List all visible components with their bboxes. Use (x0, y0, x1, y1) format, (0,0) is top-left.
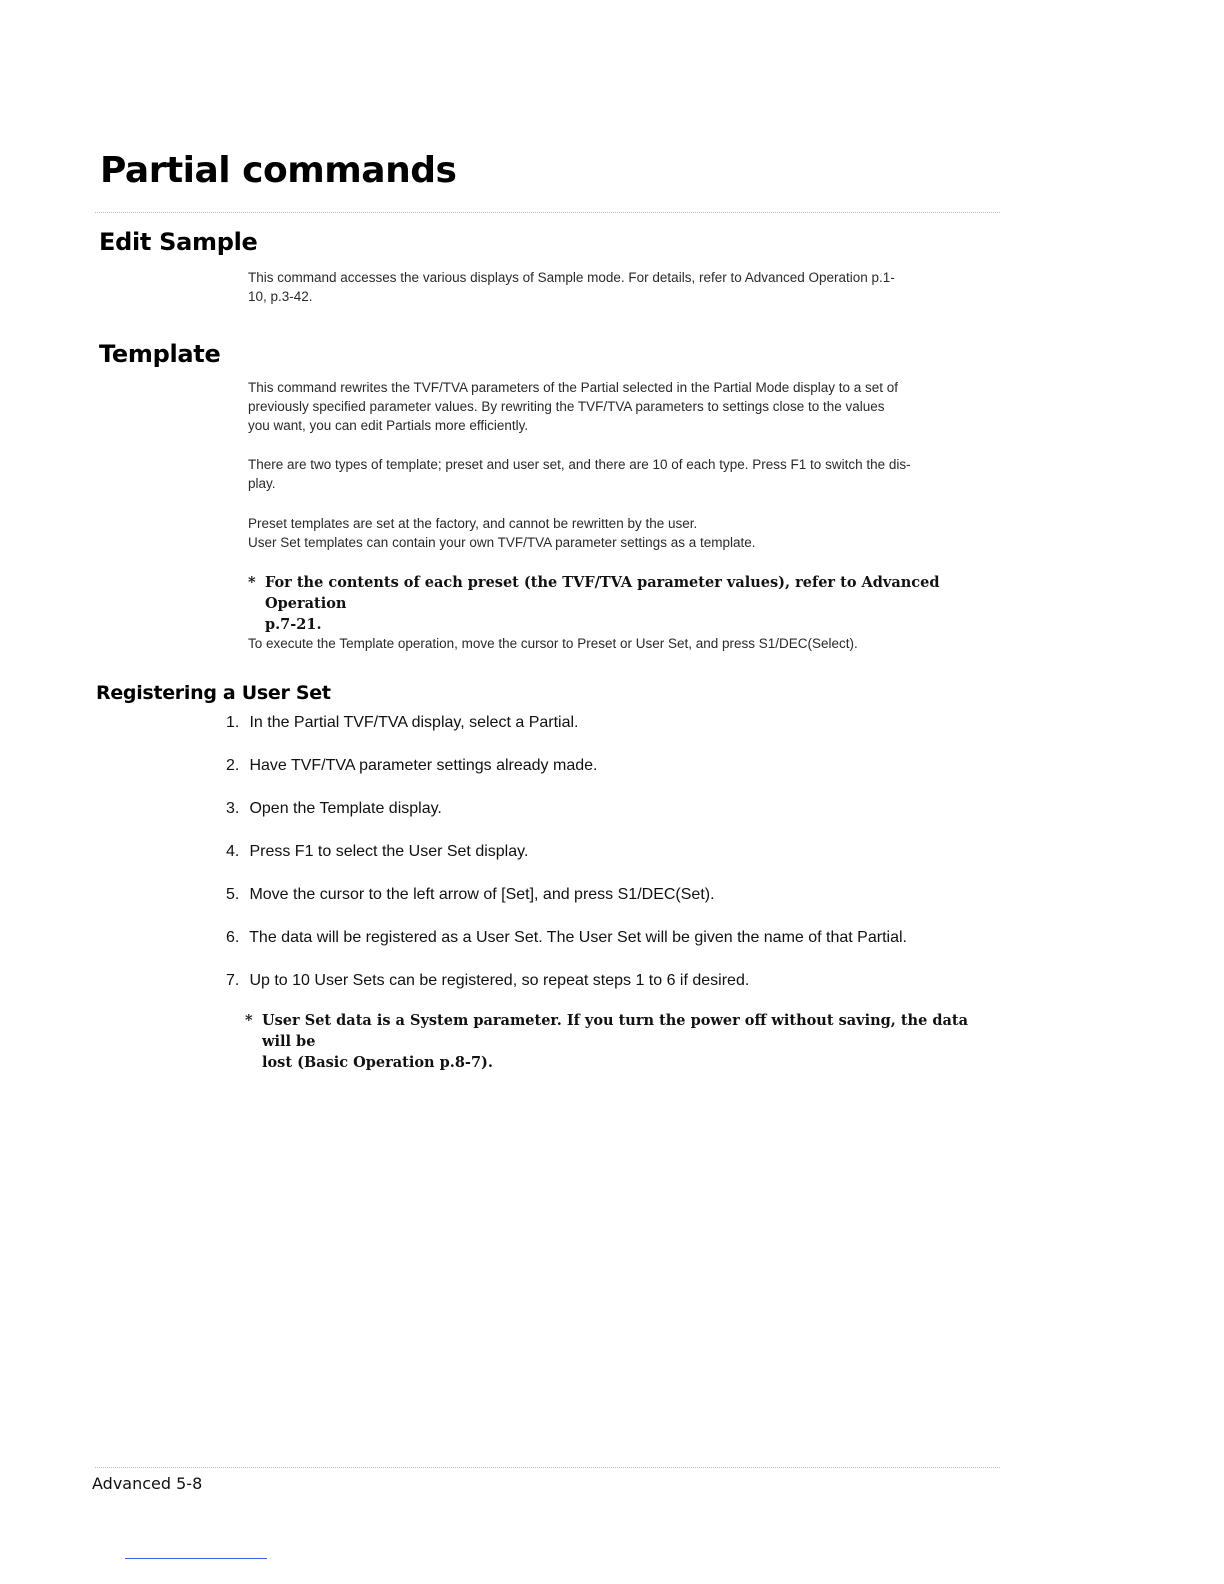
registering-steps (226, 711, 1006, 1012)
note-line: p.7-21. (265, 616, 322, 633)
page-footer: Advanced 5-8 (92, 1474, 203, 1493)
step-number: 7. (226, 972, 240, 989)
edit-sample-heading: Edit Sample (99, 228, 258, 256)
text-line: 10, p.3-42. (248, 289, 313, 304)
text-line: There are two types of template; preset and user set, and there are 10 of each type. Press F1 to switch the dis- (248, 457, 911, 472)
step-number: 4. (226, 843, 240, 860)
note-line: For the contents of each preset (the TVF/TVA parameter values), refer to Advanced Operation (265, 574, 940, 612)
text-line: Preset templates are set at the factory, and cannot be rewritten by the user. (248, 516, 698, 531)
step-item (226, 883, 1006, 926)
footer-accent-line (125, 1558, 267, 1559)
template-heading: Template (99, 340, 221, 368)
edit-sample-text (248, 268, 1000, 306)
note-asterisk: * (245, 1012, 253, 1029)
text-line: This command rewrites the TVF/TVA parameters of the Partial selected in the Partial Mode display to a set of (248, 380, 899, 395)
step-item (226, 797, 1006, 840)
template-paragraph-3 (248, 514, 1000, 552)
template-note (248, 572, 1000, 635)
step-text: Up to 10 User Sets can be registered, so repeat steps 1 to 6 if desired. (249, 972, 750, 989)
registering-heading: Registering a User Set (96, 682, 331, 704)
step-item (226, 711, 1006, 754)
registering-note (245, 1010, 997, 1073)
text-line: you want, you can edit Partials more efficiently. (248, 418, 529, 433)
note-line: User Set data is a System parameter. If you turn the power off without saving, the data will be (262, 1012, 969, 1050)
step-text: Open the Template display. (249, 800, 442, 817)
step-number: 3. (226, 800, 240, 817)
step-item (226, 926, 1006, 969)
step-text: Have TVF/TVA parameter settings already made. (249, 757, 598, 774)
note-line: lost (Basic Operation p.8-7). (262, 1054, 493, 1071)
step-text: Move the cursor to the left arrow of [Set], and press S1/DEC(Set). (249, 886, 715, 903)
step-number: 2. (226, 757, 240, 774)
text-line: User Set templates can contain your own TVF/TVA parameter settings as a template. (248, 535, 756, 550)
footer-divider (95, 1467, 1000, 1468)
page-title: Partial commands (100, 150, 457, 191)
step-item (226, 840, 1006, 883)
step-item (226, 754, 1006, 797)
text-line: previously specified parameter values. By rewriting the TVF/TVA parameters to settings close to the values (248, 399, 885, 414)
step-number: 5. (226, 886, 240, 903)
step-text: The data will be registered as a User Set. The User Set will be given the name of that Partial. (249, 929, 907, 946)
step-item (226, 969, 1006, 1012)
step-text: In the Partial TVF/TVA display, select a Partial. (249, 714, 579, 731)
note-asterisk: * (248, 574, 256, 591)
template-paragraph-4: To execute the Template operation, move the cursor to Preset or User Set, and press S1/DEC(Select). (248, 636, 858, 651)
text-line: play. (248, 476, 276, 491)
step-text: Press F1 to select the User Set display. (249, 843, 529, 860)
step-number: 6. (226, 929, 240, 946)
title-divider (95, 212, 1000, 213)
text-line: This command accesses the various displays of Sample mode. For details, refer to Advanced Operation p.1- (248, 270, 895, 285)
template-paragraph-1 (248, 378, 1000, 435)
template-paragraph-2 (248, 455, 1000, 493)
step-number: 1. (226, 714, 240, 731)
